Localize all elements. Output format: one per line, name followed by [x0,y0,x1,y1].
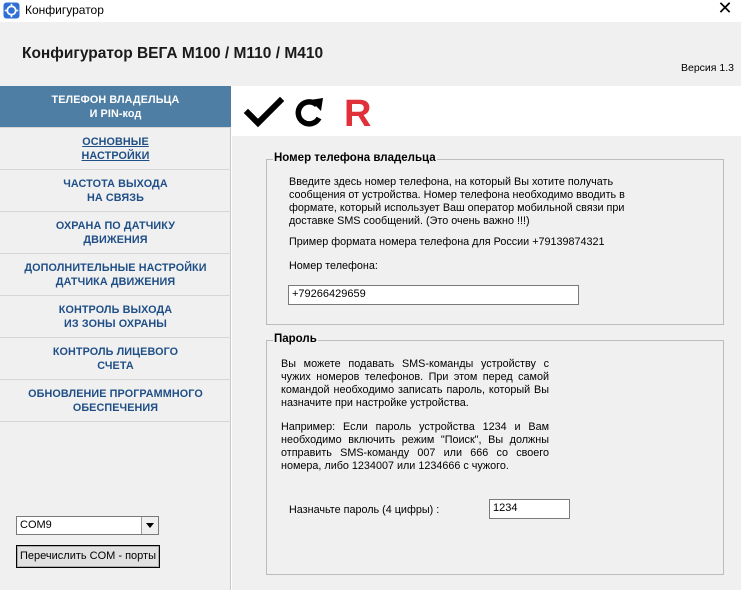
app-header [0,22,741,86]
page-title: Конфигуратор ВЕГА М100 / М110 / М410 [22,45,324,62]
owner-phone-group [266,152,724,325]
sidebar-item-label: ДОПОЛНИТЕЛЬНЫЕ НАСТРОЙКИ ДАТЧИКА ДВИЖЕНИЯ [24,261,207,288]
owner-phone-example: Пример формата номера телефона для России +79139874321 [289,236,605,248]
sidebar-item-main-settings[interactable] [0,128,231,170]
toolbar [232,86,741,136]
phone-input[interactable]: +79266429659 [288,285,579,305]
sidebar-item-label: ОХРАНА ПО ДАТЧИКУ ДВИЖЕНИЯ [55,219,176,246]
refresh-icon[interactable] [290,94,330,130]
com-port-select[interactable] [16,516,159,535]
main-panel [232,136,741,590]
sidebar-item-label: ТЕЛЕФОН ВЛАДЕЛЬЦА И PIN-код [51,93,180,120]
password-group-title: Пароль [274,333,317,345]
close-icon[interactable]: ✕ [717,0,733,19]
reset-letter: R [344,94,372,130]
sidebar-item-firmware-update[interactable] [0,380,231,422]
sidebar-item-label: КОНТРОЛЬ ВЫХОДА ИЗ ЗОНЫ ОХРАНЫ [58,303,173,330]
password-input[interactable]: 1234 [489,499,570,519]
password-example: Например: Если пароль устройства 1234 и Вам необходимо включить режим "Поиск", Вы должны отправить SMS-команду 007 или 666 со своего номера, либо 1234007 или 1234666 с чужого. [281,421,549,472]
title-bar [0,0,741,22]
version-label: Версия 1.3 [681,62,734,74]
owner-phone-group-title: Номер телефона владельца [274,152,436,164]
app-icon [3,2,20,19]
window-title: Конфигуратор [25,3,104,17]
checkmark-icon[interactable] [244,94,284,130]
com-port-value: COM9 [20,519,52,531]
r-letter-icon[interactable] [340,94,380,130]
password-field-label: Назначьте пароль (4 цифры) : [289,504,440,516]
sidebar-item-motion-guard[interactable] [0,212,231,254]
chevron-down-icon[interactable] [141,517,158,534]
sidebar-item-motion-sensor-extra[interactable] [0,254,231,296]
sidebar-item-label: КОНТРОЛЬ ЛИЦЕВОГО СЧЕТА [52,345,179,372]
owner-phone-description: Введите здесь номер телефона, на который Вы хотите получать сообщения от устройства. Номер телефона необходимо вводить в формате, который использует Ваш оператор мобильной связи при доставке SMS сообщений. (Это очень важно !!!) [289,176,625,227]
sidebar-item-owner-phone[interactable] [0,86,231,128]
sidebar-item-connection-frequency[interactable] [0,170,231,212]
sidebar-item-label: ЧАСТОТА ВЫХОДА НА СВЯЗЬ [63,177,168,204]
sidebar [0,86,231,590]
sidebar-item-zone-exit-control[interactable] [0,296,231,338]
password-group [266,333,724,575]
enumerate-com-ports-button[interactable]: Перечислить COM - порты [16,545,160,568]
sidebar-item-label: ОСНОВНЫЕ НАСТРОЙКИ [81,135,150,162]
sidebar-item-label: ОБНОВЛЕНИЕ ПРОГРАММНОГО ОБЕСПЕЧЕНИЯ [28,387,203,414]
phone-field-label: Номер телефона: [289,260,378,272]
sidebar-item-account-control[interactable] [0,338,231,380]
password-description: Вы можете подавать SMS-команды устройству с чужих номеров телефонов. При этом перед самой командой необходимо записать пароль, который Вы назначите при настройке устройства. [281,358,549,409]
